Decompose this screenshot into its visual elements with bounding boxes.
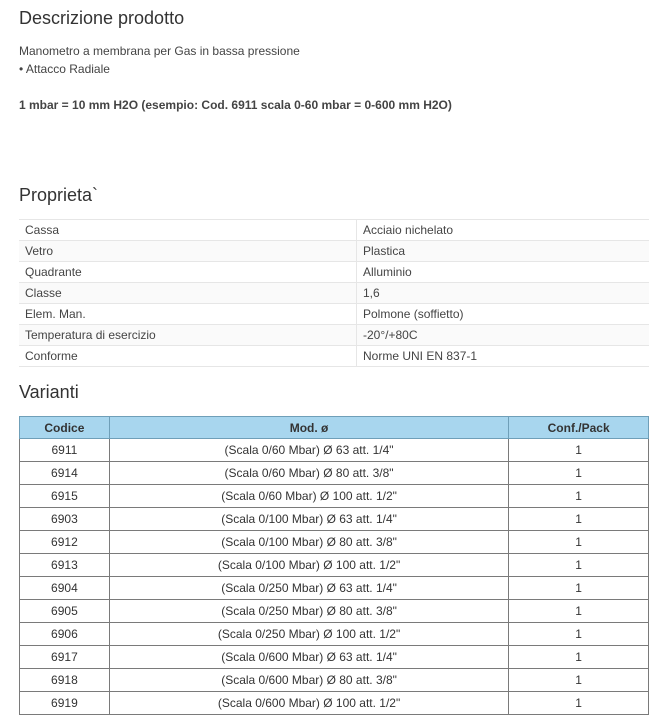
variant-code: 6906 bbox=[20, 623, 110, 646]
description-text: Manometro a membrana per Gas in bassa pressione bbox=[19, 44, 300, 58]
variant-row bbox=[20, 462, 649, 485]
variant-row bbox=[20, 623, 649, 646]
variant-model: (Scala 0/100 Mbar) Ø 80 att. 3/8" bbox=[109, 531, 509, 554]
variant-code: 6917 bbox=[20, 646, 110, 669]
variant-model: (Scala 0/600 Mbar) Ø 80 att. 3/8" bbox=[109, 669, 509, 692]
variant-pack: 1 bbox=[509, 692, 649, 715]
property-key: Elem. Man. bbox=[19, 304, 357, 325]
variants-header-row bbox=[20, 417, 649, 439]
variant-row bbox=[20, 439, 649, 462]
property-value: Alluminio bbox=[357, 262, 650, 283]
properties-table bbox=[19, 219, 649, 367]
variant-code: 6903 bbox=[20, 508, 110, 531]
property-key: Temperatura di esercizio bbox=[19, 325, 357, 346]
property-value: -20°/+80C bbox=[357, 325, 650, 346]
description-note: 1 mbar = 10 mm H2O (esempio: Cod. 6911 scala 0-60 mbar = 0-600 mm H2O) bbox=[19, 98, 452, 112]
variant-model: (Scala 0/60 Mbar) Ø 63 att. 1/4" bbox=[109, 439, 509, 462]
variant-model: (Scala 0/100 Mbar) Ø 100 att. 1/2" bbox=[109, 554, 509, 577]
variant-pack: 1 bbox=[509, 554, 649, 577]
variant-model: (Scala 0/600 Mbar) Ø 63 att. 1/4" bbox=[109, 646, 509, 669]
property-value: Polmone (soffietto) bbox=[357, 304, 650, 325]
variant-pack: 1 bbox=[509, 508, 649, 531]
property-key: Classe bbox=[19, 283, 357, 304]
variant-pack: 1 bbox=[509, 646, 649, 669]
column-header-model[interactable]: Mod. ø bbox=[109, 417, 509, 439]
property-key: Quadrante bbox=[19, 262, 357, 283]
variant-code: 6919 bbox=[20, 692, 110, 715]
property-value: Norme UNI EN 837-1 bbox=[357, 346, 650, 367]
variant-code: 6912 bbox=[20, 531, 110, 554]
variant-code: 6911 bbox=[20, 439, 110, 462]
description-bullet: • Attacco Radiale bbox=[19, 62, 110, 76]
variant-pack: 1 bbox=[509, 600, 649, 623]
variant-pack: 1 bbox=[509, 531, 649, 554]
variant-code: 6915 bbox=[20, 485, 110, 508]
variant-code: 6913 bbox=[20, 554, 110, 577]
properties-title: Proprieta` bbox=[19, 185, 99, 205]
variant-code: 6904 bbox=[20, 577, 110, 600]
variant-row bbox=[20, 646, 649, 669]
property-value: Plastica bbox=[357, 241, 650, 262]
variant-row bbox=[20, 508, 649, 531]
variant-model: (Scala 0/100 Mbar) Ø 63 att. 1/4" bbox=[109, 508, 509, 531]
variant-row bbox=[20, 692, 649, 715]
property-value: Acciaio nichelato bbox=[357, 220, 650, 241]
property-value: 1,6 bbox=[357, 283, 650, 304]
variant-code: 6905 bbox=[20, 600, 110, 623]
variant-model: (Scala 0/600 Mbar) Ø 100 att. 1/2" bbox=[109, 692, 509, 715]
variants-table bbox=[19, 416, 649, 715]
property-row bbox=[19, 283, 649, 304]
variant-model: (Scala 0/250 Mbar) Ø 63 att. 1/4" bbox=[109, 577, 509, 600]
variant-row bbox=[20, 554, 649, 577]
variant-model: (Scala 0/250 Mbar) Ø 100 att. 1/2" bbox=[109, 623, 509, 646]
variant-row bbox=[20, 669, 649, 692]
variant-row bbox=[20, 577, 649, 600]
variant-pack: 1 bbox=[509, 623, 649, 646]
property-row bbox=[19, 304, 649, 325]
variant-code: 6914 bbox=[20, 462, 110, 485]
variant-model: (Scala 0/250 Mbar) Ø 80 att. 3/8" bbox=[109, 600, 509, 623]
variants-title: Varianti bbox=[19, 382, 79, 402]
property-row bbox=[19, 220, 649, 241]
property-key: Vetro bbox=[19, 241, 357, 262]
property-row bbox=[19, 346, 649, 367]
column-header-pack[interactable]: Conf./Pack bbox=[509, 417, 649, 439]
variant-pack: 1 bbox=[509, 485, 649, 508]
variant-model: (Scala 0/60 Mbar) Ø 100 att. 1/2" bbox=[109, 485, 509, 508]
property-key: Cassa bbox=[19, 220, 357, 241]
property-row bbox=[19, 262, 649, 283]
variant-row bbox=[20, 531, 649, 554]
variant-model: (Scala 0/60 Mbar) Ø 80 att. 3/8" bbox=[109, 462, 509, 485]
variant-pack: 1 bbox=[509, 462, 649, 485]
variant-row bbox=[20, 600, 649, 623]
variant-pack: 1 bbox=[509, 439, 649, 462]
description-title: Descrizione prodotto bbox=[19, 8, 185, 28]
property-key: Conforme bbox=[19, 346, 357, 367]
column-header-code[interactable]: Codice bbox=[20, 417, 110, 439]
property-row bbox=[19, 325, 649, 346]
variant-row bbox=[20, 485, 649, 508]
variant-code: 6918 bbox=[20, 669, 110, 692]
variant-pack: 1 bbox=[509, 669, 649, 692]
property-row bbox=[19, 241, 649, 262]
variant-pack: 1 bbox=[509, 577, 649, 600]
